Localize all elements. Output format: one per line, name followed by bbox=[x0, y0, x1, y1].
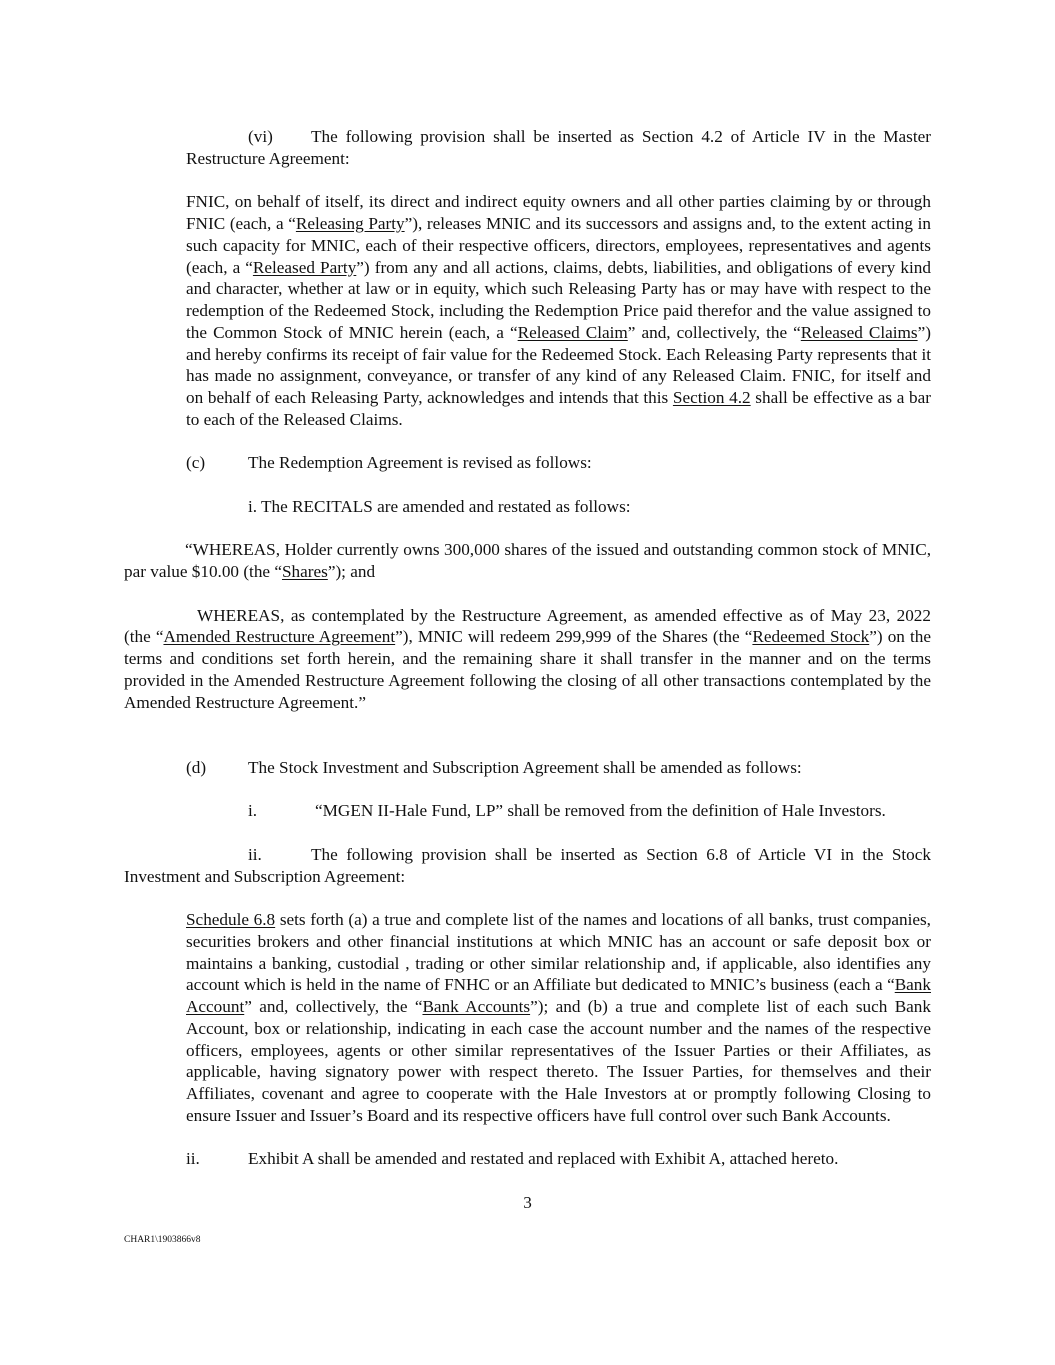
paragraph-text bbox=[248, 497, 631, 516]
text-run: The following provision shall be inserted as Section 4.2 of Article IV in the Master Restructure Agreement: bbox=[186, 127, 931, 168]
defined-term: Bank Account bbox=[186, 975, 931, 1016]
defined-term: Bank Accounts bbox=[422, 997, 531, 1016]
text-run: ”), MNIC will redeem 299,999 of the Shares (the “ bbox=[395, 627, 753, 647]
text-run: i. The RECITALS are amended and restated as follows: bbox=[248, 496, 631, 516]
paragraph-text bbox=[248, 453, 592, 472]
text-run: ” and, collectively, the “ bbox=[627, 322, 801, 342]
text-run: shall be effective as a bar to each of the Released Claims. bbox=[186, 388, 932, 429]
defined-term: Released Party bbox=[252, 257, 357, 277]
page-number: 3 bbox=[523, 1193, 532, 1212]
paragraph-text bbox=[186, 192, 931, 429]
paragraph-whereas-1 bbox=[124, 539, 931, 583]
paragraph-vi bbox=[186, 126, 931, 170]
text-run: The Redemption Agreement is revised as follows: bbox=[248, 453, 592, 473]
defined-term: Section 4.2 bbox=[672, 388, 751, 407]
paragraph-text bbox=[315, 801, 886, 820]
paragraph-text bbox=[186, 910, 931, 1125]
text-run: The Stock Investment and Subscription Agreement shall be amended as follows: bbox=[248, 757, 802, 777]
paragraph-d-ii bbox=[124, 844, 931, 888]
paragraph-d-i bbox=[124, 800, 931, 822]
defined-term: Schedule 6.8 bbox=[186, 910, 276, 929]
paragraph-exhibit-a bbox=[186, 1148, 931, 1170]
paragraph-c bbox=[186, 452, 931, 474]
defined-term: Releasing Party bbox=[295, 214, 405, 233]
text-run: ”); and (b) a true and complete list of each such Bank Account, box or relationship, indicating in each case the account number and the names of the respective officers, employees, agents or other similar representatives of the Issuer Parties or their Affiliates, as applicable, having signatory power with respect thereto. The Issuer Parties, for themselves and their Affiliates, covenant and agree to cooperate with the Hale Investors at or promptly following Closing to ensure Issuer and Issuer’s Board and its respective officers have full control over such Bank Accounts. bbox=[186, 997, 931, 1125]
paragraph-label: (vi) bbox=[248, 127, 273, 146]
paragraph-whereas-2 bbox=[124, 605, 931, 714]
defined-term: Released Claim bbox=[517, 322, 628, 342]
defined-term: Released Claims bbox=[800, 322, 918, 342]
document-id-footer: CHAR1\1903866v8 bbox=[124, 1234, 201, 1245]
paragraph-text bbox=[124, 606, 931, 712]
text-run: “MGEN II-Hale Fund, LP” shall be removed from the definition of Hale Investors. bbox=[315, 801, 886, 821]
paragraph-text bbox=[124, 845, 931, 886]
text-run: The following provision shall be inserted as Section 6.8 of Article VI in the Stock Investment and Subscription Agreement: bbox=[124, 844, 931, 886]
paragraph-label: (d) bbox=[186, 757, 207, 777]
paragraph-text bbox=[124, 540, 931, 581]
text-run: ” and, collectively, the “ bbox=[244, 997, 423, 1016]
paragraph-release bbox=[186, 191, 931, 430]
text-run: FNIC, on behalf of itself, its direct and indirect equity owners and all other parties claiming by or through FNIC (each, a “ bbox=[186, 192, 931, 233]
text-run: sets forth (a) a true and complete list of the names and locations of all banks, trust companies, securities brokers and other financial institutions at which MNIC has an account or safe deposit box or maintains a banking, custodial , trading or other similar relationship and, if applicable, also identifies any account which is held in the name of FNHC or an Affiliate but dedicated to MNIC’s business (each a “ bbox=[186, 910, 931, 995]
document-body bbox=[124, 126, 931, 1246]
paragraph-schedule-6-8 bbox=[186, 909, 931, 1127]
defined-term: Redeemed Stock bbox=[752, 627, 870, 647]
paragraph-label: i. bbox=[248, 801, 258, 821]
text-run: “WHEREAS, Holder currently owns 300,000 shares of the issued and outstanding common stock of MNIC, par value $10.00 (the “ bbox=[124, 540, 931, 581]
text-run: ”), releases MNIC and its successors and assigns and, to the extent acting in such capacity for MNIC, each of their respective officers, directors, employees, representatives and agents (each, a “ bbox=[186, 214, 931, 277]
paragraph-label: (c) bbox=[186, 453, 206, 473]
paragraph-label: ii. bbox=[248, 844, 262, 864]
defined-term: Shares bbox=[281, 562, 328, 581]
text-run: ”); and bbox=[327, 562, 376, 581]
defined-term: Amended Restructure Agreement bbox=[163, 627, 396, 647]
paragraph-text bbox=[248, 758, 802, 777]
paragraph-label: ii. bbox=[186, 1149, 200, 1169]
paragraph-recitals bbox=[186, 496, 931, 518]
text-run: Exhibit A shall be amended and restated and replaced with Exhibit A, attached hereto. bbox=[248, 1149, 839, 1169]
paragraph-text bbox=[248, 1149, 838, 1168]
paragraph-d bbox=[186, 757, 931, 779]
text-run: ”) on the terms and conditions set forth herein, and the remaining share it shall transfer in the manner and on the terms provided in the Amended Restructure Agreement following the closing of all other transactions contemplated by the Amended Restructure Agreement.” bbox=[124, 627, 931, 712]
text-run: ”) and hereby confirms its receipt of fair value for the Redeemed Stock. Each Releasing Party represents that it has made no assignment, conveyance, or transfer of any kind of any Released Claim. FNIC, for itself and on behalf of each Releasing Party, acknowledges and intends that this bbox=[186, 322, 931, 407]
text-run: WHEREAS, as contemplated by the Restructure Agreement, as amended effective as of May 23, 2022 (the “ bbox=[124, 605, 931, 647]
text-run: ”) from any and all actions, claims, debts, liabilities, and obligations of every kind and character, whether at law or in equity, which such Releasing Party has or may have with respect to the redemption of the Redeemed Stock, including the Redemption Price paid therefor and the value assigned to the Common Stock of MNIC herein (each, a “ bbox=[186, 257, 931, 342]
